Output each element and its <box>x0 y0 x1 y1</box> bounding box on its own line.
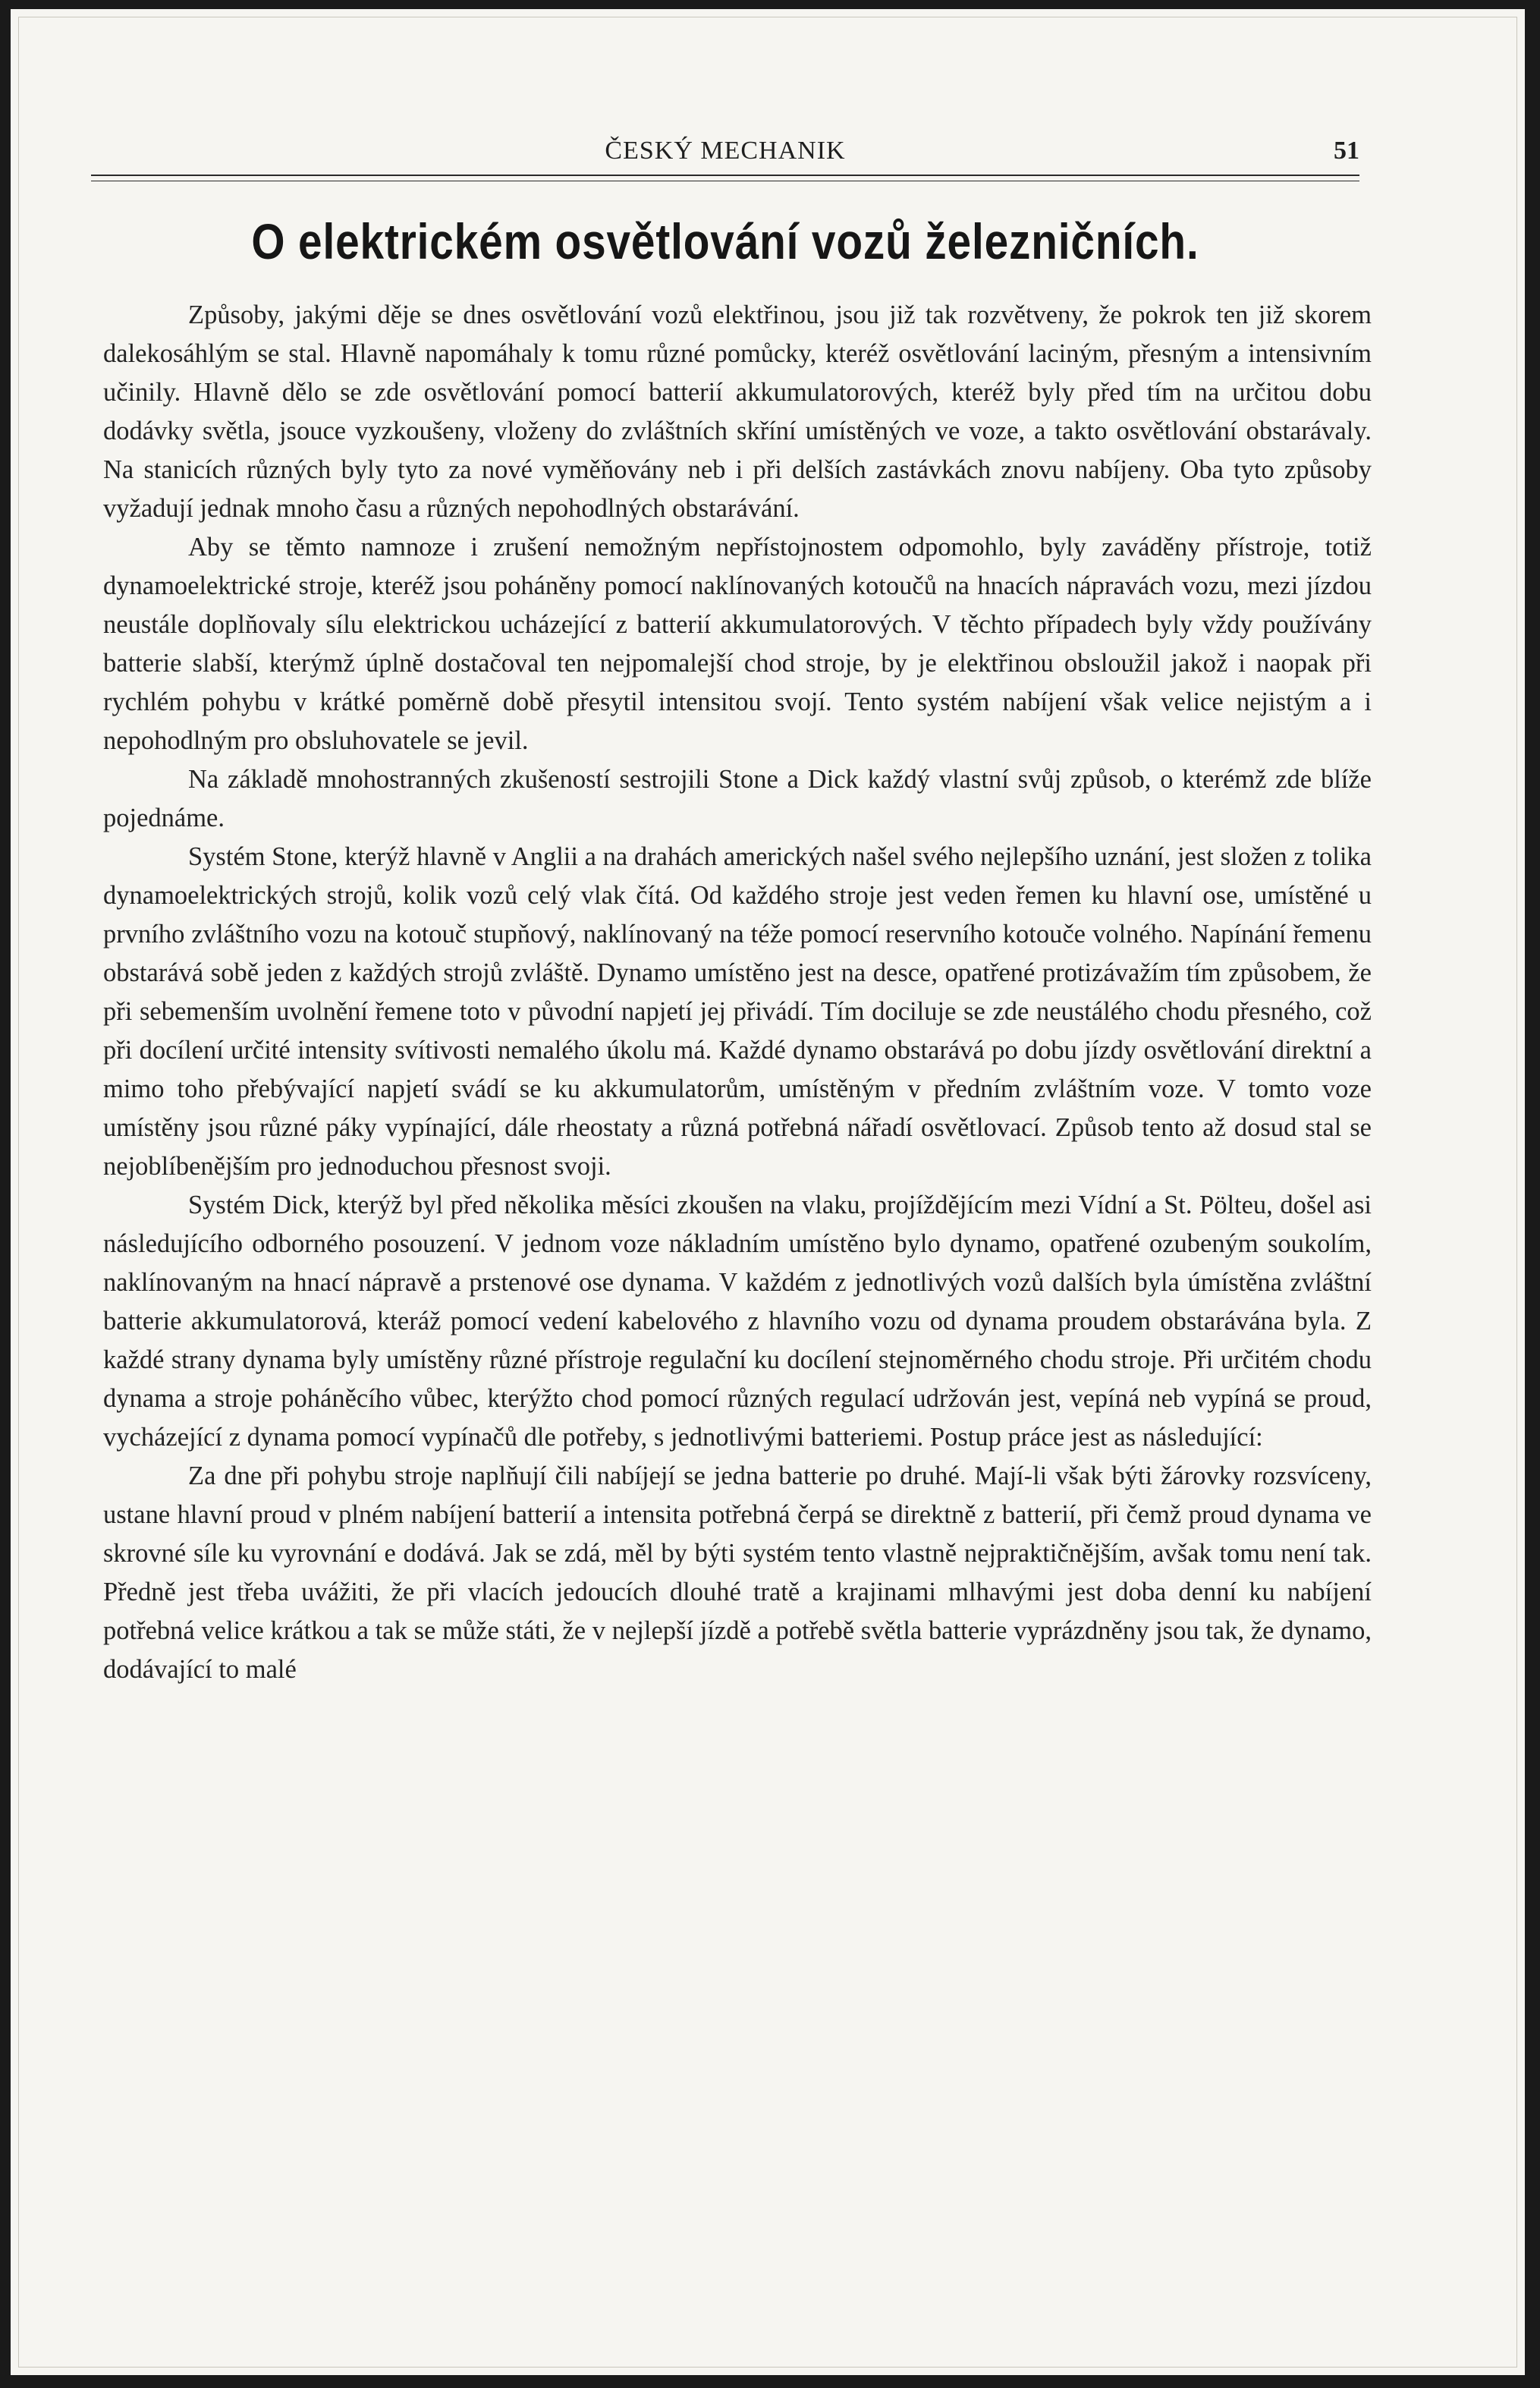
article-title: O elektrickém osvětlování vozů železničních. <box>251 213 1199 269</box>
page-header <box>91 137 1359 167</box>
paragraph: Za dne při pohybu stroje naplňují čili nabíjejí se jedna batterie po druhé. Mají-li však býti žárovky rozsvíceny, ustane hlavní proud v plném nabíjení batterií a intensita potřebná čerpá se direktně z batterií, při čemž proud dynama ve skrovné síle ku vyrovnání e dodává. Jak se zdá, měl by býti systém tento vlastně nejpraktičnějším, avšak tomu není tak. Předně jest třeba uvážiti, že při vlacích jedoucích dlouhé tratě a krajinami mlhavými jest doba denní ku nabíjení potřebná velice krátkou a tak se může státi, že v nejlepší jízdě a potřebě světla batterie vyprázdněny jsou tak, že dynamo, dodávající to malé <box>103 1461 1372 1684</box>
paragraph: Systém Stone, kterýž hlavně v Anglii a na drahách amerických našel svého nejlepšího uznání, jest složen z tolika dynamoelektrických strojů, kolik vozů celý vlak čítá. Od každého stroje jest veden řemen ku hlavní ose, umístěné u prvního zvláštního vozu na kotouč stupňový, naklínovaný na téže pomocí reservního kotouče volného. Napínání řemenu obstarává sobě jeden z každých strojů zvláště. Dynamo umístěno jest na desce, opatřené protizávažím tím způsobem, že při sebemenším uvolnění řemene toto v původní napjetí jej přivádí. Tím dociluje se zde neustálého chodu přesného, což při docílení určité intensity svítivosti nemalého úkolu má. Každé dynamo obstarává po dobu jízdy osvětlování direktní a mimo toho přebývající napjetí svádí se ku akkumulatorům, umístěným v předním zvláštním voze. V tomto voze umístěny jsou různé páky vypínající, dále rheostaty a různá potřebná nářadí osvětlovací. Způsob tento až dosud stal se nejoblíbenějším pro jednoduchou přesnost svoji. <box>103 842 1372 1181</box>
article-body <box>103 296 1372 1689</box>
paragraph: Systém Dick, kterýž byl před několika měsíci zkoušen na vlaku, projíždějícím mezi Vídní a St. Pölteu, došel asi následujícího odborného posouzení. V jednom voze nákladním umístěno bylo dynamo, opatřené ozubeným soukolím, naklínovaným na hnací nápravě a prstenové ose dynama. V každém z jednotlivých vozů dalších byla úmístěna zvláštní batterie akkumulatorová, kteráž pomocí vedení kabelového z hlavního vozu od dynama proudem obstarávána byla. Z každé strany dynama byly umístěny různé přístroje regulační ku docílení stejnoměrného chodu stroje. Při určitém chodu dynama a stroje poháněcího vůbec, kterýžto chod pomocí různých regulací udržován jest, vepíná neb vypíná se proud, vycházející z dynama pomocí vypínačů dle potřeby, s jednotlivými batteriemi. Postup práce jest as následující: <box>103 1191 1372 1452</box>
page-sheet <box>11 9 1525 2375</box>
paragraph: Na základě mnohostranných zkušeností sestrojili Stone a Dick každý vlastní svůj způsob, o kterémž zde blíže pojednáme. <box>103 765 1372 832</box>
page-number: 51 <box>1334 137 1359 165</box>
header-rule <box>91 175 1359 176</box>
paragraph: Aby se těmto namnoze i zrušení nemožným nepřístojnostem odpomohlo, byly zaváděny přístroje, totiž dynamoelektrické stroje, kteréž jsou poháněny pomocí naklínovaných kotoučů na hnacích nápravách vozu, mezi jízdou neustále doplňovaly sílu elektrickou ucházející z batterií akkumulatorových. V těchto případech byly vždy používány batterie slabší, kterýmž úplně dostačoval ten nejpomalejší chod stroje, by je elektřinou obsloužil jakož i naopak při rychlém pohybu v krátké poměrně době přesytil intensitou svojí. Tento systém nabíjení však velice nejistým a i nepohodlným pro obsluhovatele se jevil. <box>103 533 1372 755</box>
paragraph: Způsoby, jakými děje se dnes osvětlování vozů elektřinou, jsou již tak rozvětveny, že pokrok ten již skorem dalekosáhlým se stal. Hlavně napomáhaly k tomu různé pomůcky, kteréž osvětlování laciným, přesným a intensivním učinily. Hlavně dělo se zde osvětlování pomocí batterií akkumulatorových, kteréž byly před tím na určitou dobu dodávky světla, jsouce vyzkoušeny, vloženy do zvláštních skříní umístěných ve voze, a takto osvětlování obstarávaly. Na stanicích různých byly tyto za nové vyměňovány neb i při delších zastávkách znovu nabíjeny. Oba tyto způsoby vyžadují jednak mnoho času a různých nepohodlných obstarávání. <box>103 300 1372 523</box>
running-title: ČESKÝ MECHANIK <box>605 137 846 165</box>
